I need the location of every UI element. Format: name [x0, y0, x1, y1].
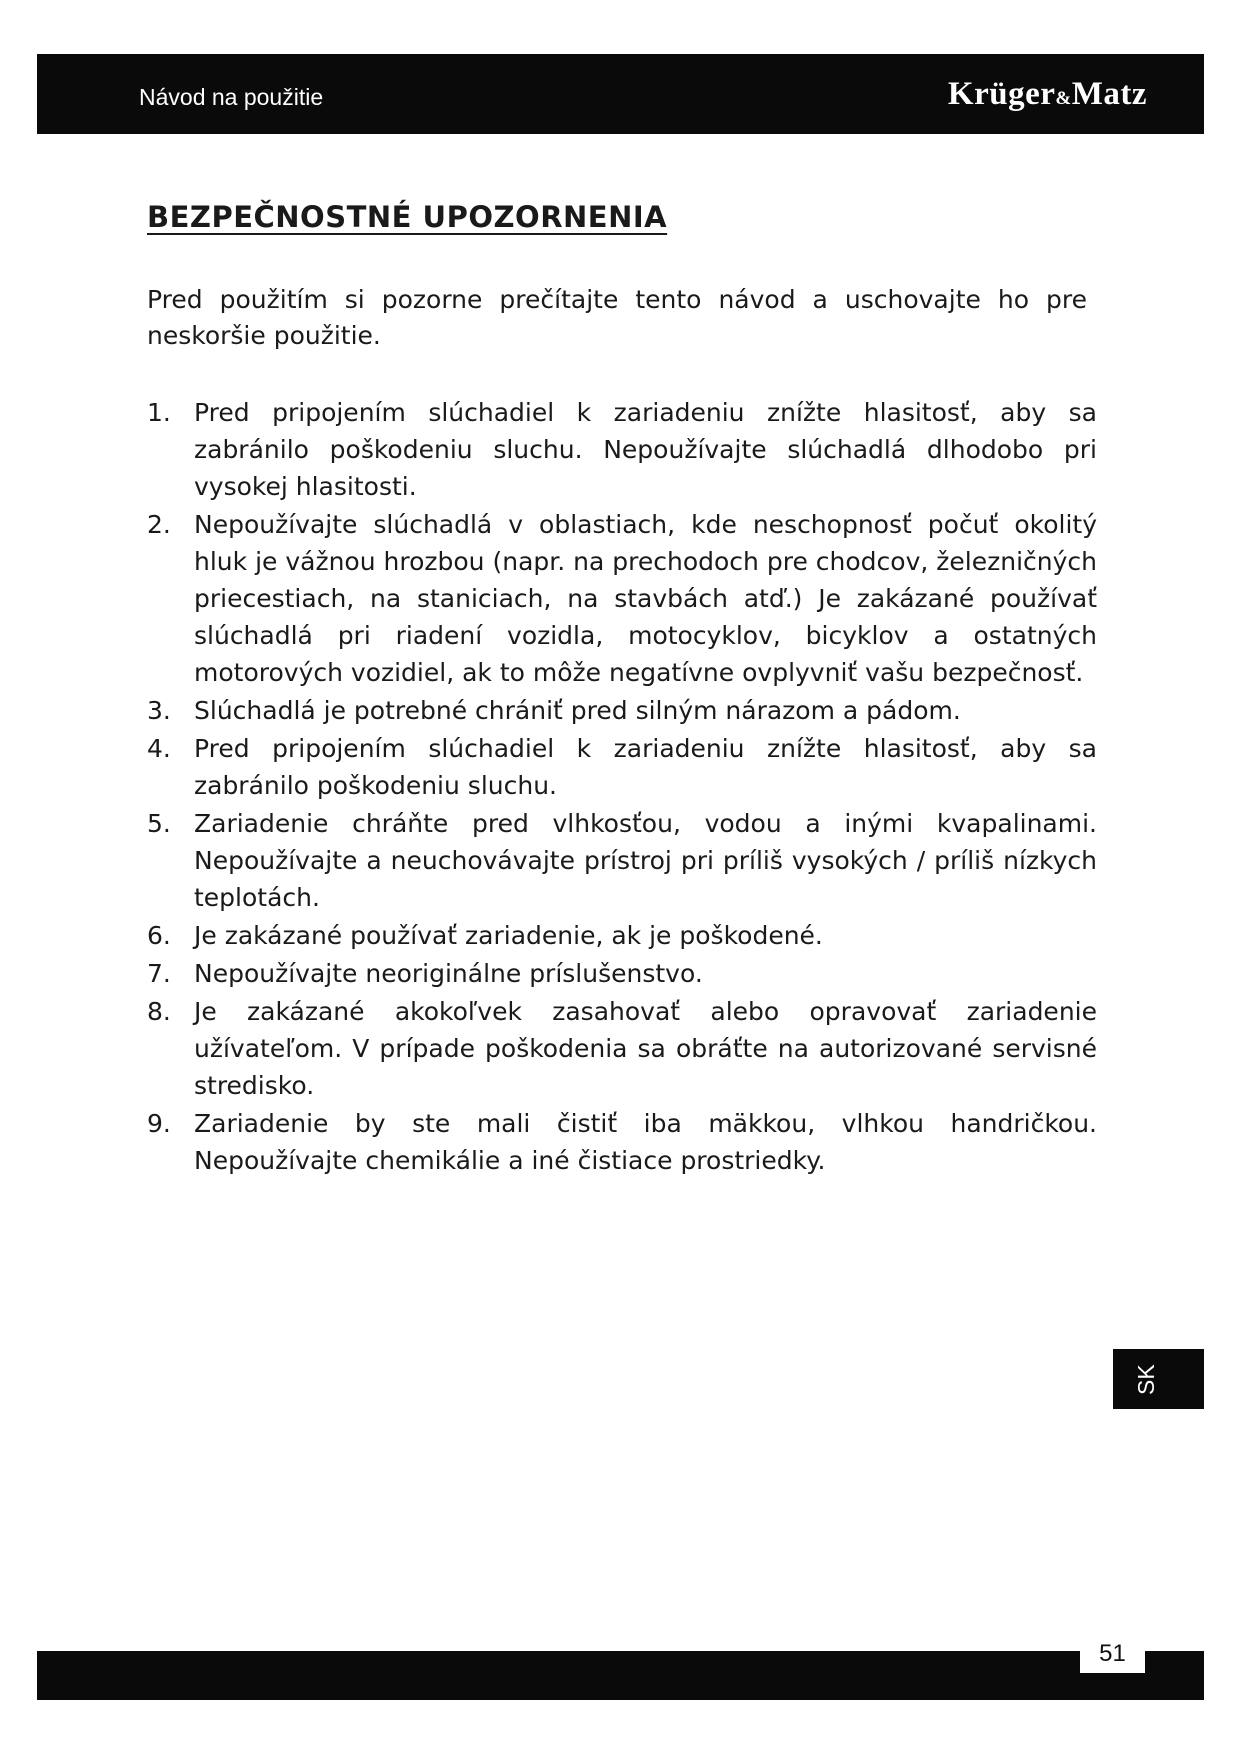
item-text: Je zakázané akokoľvek zasahovať alebo opravovať zariadenie užívateľom. V prípade poškodenia sa obráťte na autorizované servisné stredisko.: [194, 997, 1097, 1100]
language-tab: [1113, 1349, 1204, 1409]
list-item: [147, 955, 1097, 992]
item-number: 5.: [147, 809, 171, 838]
manual-title: Návod na použitie: [139, 84, 324, 110]
section-title: BEZPEČNOSTNÉ UPOZORNENIA: [147, 200, 668, 234]
item-number: 7.: [147, 959, 171, 988]
item-text: Zariadenie chráňte pred vlhkosťou, vodou a inými kvapalinami. Nepoužívajte a neuchovávajte prístroj pri príliš vysokých / príliš nízkych teplotách.: [194, 809, 1097, 912]
brand-logo: [948, 76, 1147, 113]
brand-main: Krüger: [947, 76, 1056, 112]
item-number: 3.: [147, 696, 171, 725]
list-item: [147, 993, 1097, 1104]
item-text: Pred pripojením slúchadiel k zariadeniu znížte hlasitosť, aby sa zabránilo poškodeniu sluchu.: [194, 734, 1097, 800]
list-item: [147, 506, 1097, 691]
list-item: [147, 692, 1097, 729]
item-number: 6.: [147, 921, 171, 950]
list-item: [147, 805, 1097, 916]
item-text: Je zakázané používať zariadenie, ak je poškodené.: [194, 921, 823, 950]
main-content: [147, 200, 1097, 1180]
item-text: Nepoužívajte slúchadlá v oblastiach, kde neschopnosť počuť okolitý hluk je vážnou hrozbou (napr. na prechodoch pre chodcov, železničných priecestiach, na staniciach, na stavbách atď.) Je zakázané používať slúchadlá pri riadení vozidla, motocyklov, bicyklov a ostatných motorových vozidiel, ak to môže negatívne ovplyvniť vašu bezpečnosť.: [194, 510, 1097, 687]
list-item: [147, 394, 1097, 505]
item-number: 1.: [147, 398, 171, 427]
item-text: Slúchadlá je potrebné chrániť pred silným nárazom a pádom.: [194, 696, 961, 725]
item-text: Zariadenie by ste mali čistiť iba mäkkou, vlhkou handričkou. Nepoužívajte chemikálie a iné čistiace prostriedky.: [194, 1109, 1097, 1175]
item-text: Pred pripojením slúchadiel k zariadeniu znížte hlasitosť, aby sa zabránilo poškodeniu sluchu. Nepoužívajte slúchadlá dlhodobo pri vysokej hlasitosti.: [194, 398, 1097, 501]
page-number-box: [1080, 1635, 1145, 1673]
header-bar: [37, 54, 1204, 134]
item-number: 8.: [147, 997, 171, 1026]
item-number: 4.: [147, 734, 171, 763]
safety-list: [147, 394, 1097, 1179]
list-item: [147, 730, 1097, 804]
brand-amp: &: [1055, 88, 1072, 109]
list-item: [147, 917, 1097, 954]
brand-tail: Matz: [1071, 76, 1147, 112]
item-number: 9.: [147, 1109, 171, 1138]
footer-bar: [37, 1651, 1204, 1700]
item-text: Nepoužívajte neoriginálne príslušenstvo.: [194, 959, 703, 988]
language-label: SK: [1133, 1364, 1159, 1395]
intro-paragraph: Pred použitím si pozorne prečítajte tento návod a uschovajte ho pre neskoršie použitie.: [147, 285, 1087, 350]
list-item: [147, 1105, 1097, 1179]
page-number: 51: [1099, 1640, 1126, 1667]
item-number: 2.: [147, 510, 171, 539]
